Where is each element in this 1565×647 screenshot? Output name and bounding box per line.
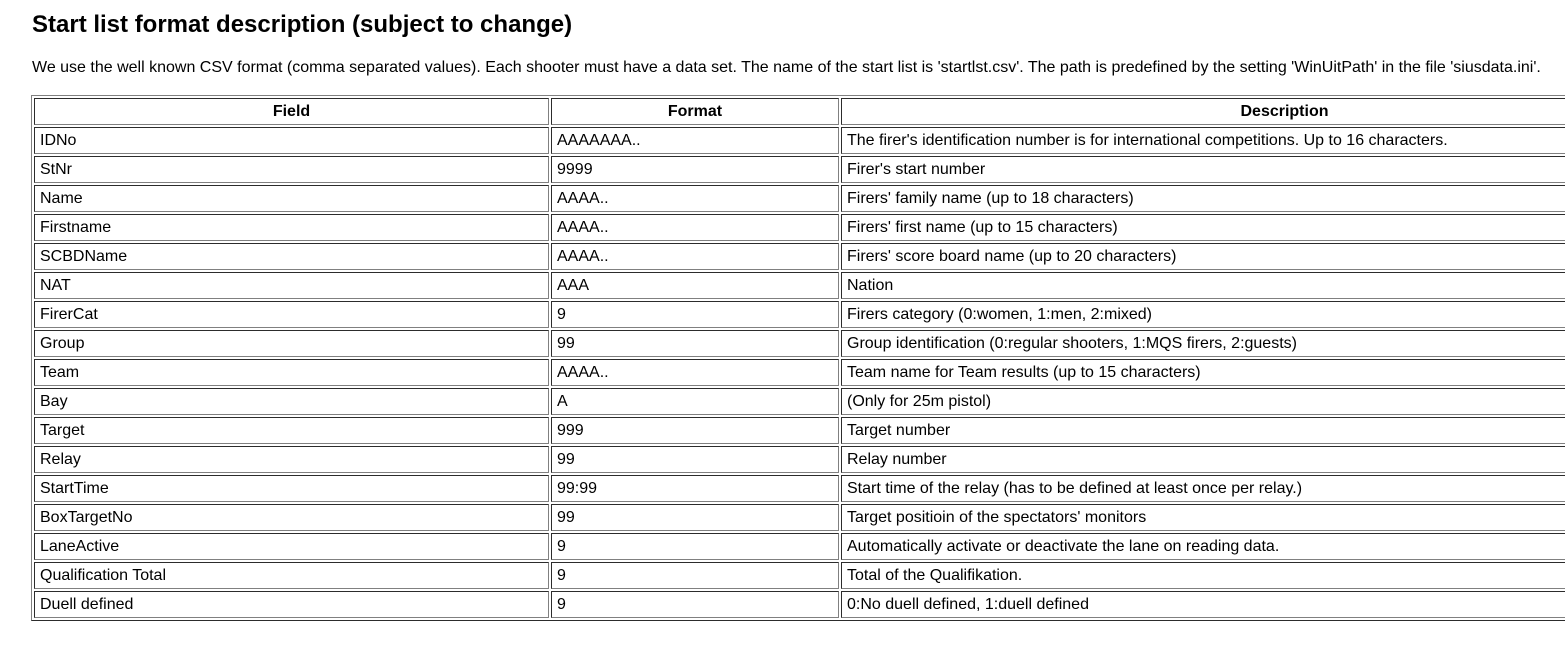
- description-cell: The firer's identification number is for international competitions. Up to 16 characters.: [841, 127, 1565, 154]
- field-cell: BoxTargetNo: [34, 504, 549, 531]
- header-description: Description: [841, 98, 1565, 125]
- format-table: [31, 95, 1565, 621]
- table-row: [34, 185, 1565, 212]
- description-cell: Firers' first name (up to 15 characters): [841, 214, 1565, 241]
- field-cell: Group: [34, 330, 549, 357]
- table-row: [34, 214, 1565, 241]
- table-row: [34, 243, 1565, 270]
- format-cell: 9: [551, 591, 839, 618]
- description-cell: Firers' family name (up to 18 characters): [841, 185, 1565, 212]
- format-cell: AAAA..: [551, 243, 839, 270]
- format-cell: AAAA..: [551, 214, 839, 241]
- format-cell: AAA: [551, 272, 839, 299]
- table-row: [34, 127, 1565, 154]
- table-row: [34, 475, 1565, 502]
- table-row: [34, 417, 1565, 444]
- field-cell: StNr: [34, 156, 549, 183]
- table-row: [34, 359, 1565, 386]
- table-row: [34, 562, 1565, 589]
- format-cell: 99: [551, 446, 839, 473]
- table-row: [34, 330, 1565, 357]
- format-cell: 999: [551, 417, 839, 444]
- description-cell: 0:No duell defined, 1:duell defined: [841, 591, 1565, 618]
- field-cell: IDNo: [34, 127, 549, 154]
- table-row: [34, 504, 1565, 531]
- description-cell: Target number: [841, 417, 1565, 444]
- description-cell: Group identification (0:regular shooters, 1:MQS firers, 2:guests): [841, 330, 1565, 357]
- field-cell: StartTime: [34, 475, 549, 502]
- format-cell: 99:99: [551, 475, 839, 502]
- table-header-row: [34, 98, 1565, 125]
- table-row: [34, 533, 1565, 560]
- description-cell: Firers' score board name (up to 20 characters): [841, 243, 1565, 270]
- description-cell: Firer's start number: [841, 156, 1565, 183]
- description-cell: Team name for Team results (up to 15 characters): [841, 359, 1565, 386]
- field-cell: Duell defined: [34, 591, 549, 618]
- format-cell: AAAA..: [551, 185, 839, 212]
- intro-paragraph: We use the well known CSV format (comma separated values). Each shooter must have a data set. The name of the start list is 'startlst.csv'. The path is predefined by the setting 'WinUitPath' in the file 'siusdata.ini'.: [32, 59, 1541, 76]
- field-cell: NAT: [34, 272, 549, 299]
- field-cell: FirerCat: [34, 301, 549, 328]
- description-cell: Start time of the relay (has to be defined at least once per relay.): [841, 475, 1565, 502]
- format-cell: AAAAAAA..: [551, 127, 839, 154]
- format-cell: 9: [551, 301, 839, 328]
- format-cell: 99: [551, 504, 839, 531]
- table-row: [34, 446, 1565, 473]
- description-cell: Nation: [841, 272, 1565, 299]
- field-cell: Name: [34, 185, 549, 212]
- field-cell: SCBDName: [34, 243, 549, 270]
- table-row: [34, 591, 1565, 618]
- table-row: [34, 388, 1565, 415]
- description-cell: Total of the Qualifikation.: [841, 562, 1565, 589]
- field-cell: LaneActive: [34, 533, 549, 560]
- format-cell: 9: [551, 562, 839, 589]
- field-cell: Team: [34, 359, 549, 386]
- description-cell: Target positioin of the spectators' monitors: [841, 504, 1565, 531]
- format-table-container: [31, 95, 1565, 621]
- description-cell: (Only for 25m pistol): [841, 388, 1565, 415]
- header-field: Field: [34, 98, 549, 125]
- field-cell: Relay: [34, 446, 549, 473]
- description-cell: Automatically activate or deactivate the lane on reading data.: [841, 533, 1565, 560]
- table-row: [34, 156, 1565, 183]
- format-cell: A: [551, 388, 839, 415]
- format-cell: AAAA..: [551, 359, 839, 386]
- field-cell: Bay: [34, 388, 549, 415]
- field-cell: Firstname: [34, 214, 549, 241]
- format-cell: 9: [551, 533, 839, 560]
- format-cell: 9999: [551, 156, 839, 183]
- table-body: [34, 127, 1565, 618]
- table-row: [34, 301, 1565, 328]
- field-cell: Qualification Total: [34, 562, 549, 589]
- field-cell: Target: [34, 417, 549, 444]
- header-format: Format: [551, 98, 839, 125]
- format-cell: 99: [551, 330, 839, 357]
- page-title: Start list format description (subject to change): [32, 11, 573, 38]
- description-cell: Relay number: [841, 446, 1565, 473]
- table-row: [34, 272, 1565, 299]
- description-cell: Firers category (0:women, 1:men, 2:mixed): [841, 301, 1565, 328]
